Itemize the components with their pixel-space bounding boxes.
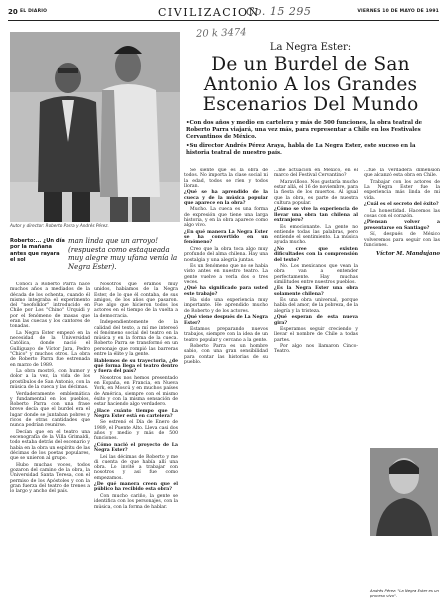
text-column-3 <box>184 168 268 592</box>
paragraph: Por algo nos llamaron Cinco-Teatro. <box>274 344 358 355</box>
paragraph: Nosotros nos hemos presentado en España, en Francia, en Nueva York, en Moscú y en muchos países de América, siempre con el mismo éxito y con la misma sensación de estar haciendo algo verdadero. <box>94 375 178 408</box>
text-column-1 <box>10 282 90 592</box>
paragraph: Maravilloso. Nos gustaría mucho estar allá, el 16 de noviembre, para la fiesta de los muertos. Al igual que la obra, es parte de nuestra cultura popular. <box>274 179 358 206</box>
question: ¿No cree que existen dificultades con la comprensión del texto? <box>274 246 358 263</box>
paragraph: Estamos preparando nuevos trabajos, siempre con la idea de un teatro popular y cercano a la gente. <box>184 327 268 343</box>
question: ¿Qué viene después de La Negra Ester? <box>184 315 268 326</box>
paragraph: Ha sido una experiencia muy importante. He aprendido mucho de Roberto y de los actores. <box>184 298 268 314</box>
text-column-5 <box>364 168 440 443</box>
question: ¿Qué se ha aprendido de la cueca y de la música popular que aparece en la obra? <box>184 190 268 206</box>
paragraph: Se estrenó el Día de Enero de 1989, el Puente Alto. Lleva casi dos años y medio y más de 500 funciones. <box>94 420 178 442</box>
author-signature: Víctor M. Mandujano <box>375 251 440 258</box>
paragraph: La honestidad. Hacemos las cosas con el corazón. <box>364 208 440 219</box>
paragraph: La Negra Ester empezó en la necesidad de la Universidad Católica, donde nació el Gulliguayo de Víctor Jara, Pedro "Chico" y muchos otros. La obra de Roberto Parra fue estrenada en marzo de 1989. <box>10 330 90 368</box>
question: Hablemos de su trayectoria, ¿de qué forma llega el teatro dentro y fuera del país? <box>94 358 178 375</box>
question: ¿Cómo se vive la experiencia de llevar una obra tan chilena al extranjero? <box>274 207 358 224</box>
paragraph: Se siente que es la obra de todos. No importa la clase social ni la edad, todos se ríen y todos lloran. <box>184 168 268 189</box>
deck-paragraph: •Su director Andrés Pérez Araya, habla de La Negra Ester, este suceso en la historia teatral de nuestro país. <box>186 143 416 157</box>
headline: De un Burdel de San Antonio A los Grandes Escenarios Del Mundo <box>202 54 419 115</box>
paragraph: Verdaderamente emblemática y fundamental en los pueblos, Roberto Parra con una frase breve decía que el burdel era el lugar donde se juntaban pobres y ricos de otras cantidades que nunca podrían reunirse. <box>10 391 90 429</box>
paragraph: Trabajar con los actores de La Negra Ester fue la experiencia más linda de mi vida. <box>364 179 440 201</box>
publication-date: VIERNES 10 DE MAYO DE 1991 <box>357 9 439 14</box>
photo-caption: Autor y director: Roberto Parra y Andrés Pérez. <box>10 223 109 228</box>
paragraph: Hubo muchas voces, todos gozaron del camino de la obra, la Universidad Santa Teresa, con el permiso de los Apóstoles y con la gran fuerza del teatro de trenes a lo largo y ancho del país. <box>10 462 90 495</box>
deck-paragraph: •Con dos años y medio en cartelera y más de 500 funciones, la obra teatral de Roberto Parra viajará, una vez más, para representar a Chile en los Festivales Cervantinos de México. <box>186 120 423 141</box>
paragraph: Conocí a Roberto Parra hace muchos años a mediados de la década de los ochenta, cuando él mismo integraba el experimento del "neofolklor" introducido en Chile por Los "Chino" Urquidi y por el fenómeno de masas que eran las cuecas y los cantores de tonadas. <box>10 282 90 330</box>
paragraph: ...me actuación en México, en el marco del Festival Cervantino? <box>274 168 358 179</box>
paragraph: ...fue la verdadera dimensión que alcanzó esta obra en Chile. <box>364 168 440 179</box>
text-column-2 <box>94 282 178 592</box>
paragraph: Es un fenómeno que no se había visto antes en nuestro teatro. La gente vuelve a verla dos o tres veces. <box>184 263 268 285</box>
question: ¿Qué esperan de esta nueva gira? <box>274 315 358 326</box>
masthead <box>8 5 439 21</box>
paragraph: Independientemente de la calidad del texto, a mí me interesó el fenómeno social del teatro en la música y en la forma de la cueca. Roberto Parra se transformó en un personaje que rompió las barreras entre la élite y la gente. <box>94 320 178 358</box>
handwritten-reference: Co. 15 295 <box>246 5 312 18</box>
question: ¿En qué manera La Negra Ester se ha convertido en un fenómeno? <box>184 229 268 246</box>
section-title: CIVILIZACION <box>158 6 260 19</box>
question: ¿Piensan volver a presentarse en Santiago? <box>364 220 440 231</box>
secondary-photo <box>370 448 438 536</box>
paragraph: Esperamos seguir creciendo y llevar el nombre de Chile a todas partes. <box>274 327 358 343</box>
pullquote: man linda que un arroyo! (respuesta como estaqueada muy alegre muy ufana venía la Negra Ester). <box>68 237 178 271</box>
paragraph: La obra mostró, con humor y dolor a la vez, la vida de los prostíbulos de San Antonio, con la música de la cueca y las décimas. <box>10 369 90 391</box>
paragraph: Sí, después de México volveremos para seguir con las funciones. <box>364 232 440 248</box>
newspaper-name: EL DIARIO <box>20 9 48 14</box>
question: ¿Cuál es el secreto del éxito? <box>364 202 439 208</box>
paragraph: Decían que en el teatro una escenografía de la Villa Grimaldi, todo estaba detrás del escenario y había en la obra un espíritu de las décimas de los poetas populares, que se unieron al grupo. <box>10 429 90 462</box>
main-photo <box>10 32 180 222</box>
question: ¿Es la Negra Ester una obra solamente chilena? <box>274 286 358 297</box>
paragraph: Leí las décimas de Roberto y me di cuenta de que había allí una obra. Lo invité a trabajar con nosotros y así fue como empezamos. <box>94 454 178 481</box>
question: ¿Qué ha significado para usted este trabajo? <box>184 286 268 297</box>
paragraph: Roberto Parra es un hombre sabio, con una gran sensibilidad para contar las historias de su pueblo. <box>184 344 268 365</box>
pullquote-lead: Roberto:... ¿Un día por la mañana antes que rayara el sol <box>10 238 65 263</box>
question: ¿De qué manera creen que el público ha recibido esta obra? <box>94 482 178 493</box>
paragraph: Es una obra universal, porque habla del amor, de la pobreza, de la alegría y la tristeza. <box>274 298 358 314</box>
text-column-4 <box>274 168 358 592</box>
question: ¿Cómo nació el proyecto de La Negra Ester? <box>94 442 178 454</box>
archive-stamp: 20 k 3474 <box>195 27 247 40</box>
page-number: 20 <box>8 8 18 16</box>
deck <box>186 120 436 159</box>
paragraph: Es emocionante. La gente no entiende todas las palabras, pero entiende el sentimiento. La música ayuda mucho. <box>274 224 358 246</box>
paragraph: Nosotros que éramos muy unidos, habíamos de la Negra Ester, de lo que él contaba, de sus amigos, de los años que pasaron. Fue algo que hicieron todos los actores en el tiempo de la vuelta a la democracia. <box>94 282 178 319</box>
headline-kicker: La Negra Ester: <box>269 42 352 53</box>
secondary-photo-caption: Andrés Pérez: "La Negra Ester es un proceso vivo". <box>370 588 439 598</box>
question: ¿Hace cuánto tiempo que La Negra Ester está en cartelera? <box>94 408 178 419</box>
paragraph: Con mucho cariño, la gente se identifica con los personajes, con la música, con la forma de hablar. <box>94 493 178 510</box>
paragraph: Mucho. La cueca es una forma de expresión que tiene una larga historia, y en la obra aparece como algo vivo. <box>184 207 268 229</box>
paragraph: No. Los mexicanos que vean la obra van a entender perfectamente. Hay muchas similitudes entre nuestros pueblos. <box>274 263 358 285</box>
paragraph: Creo que la obra toca algo muy profundo del alma chilena. Hay una nostalgia y una alegría juntas. <box>184 246 268 263</box>
